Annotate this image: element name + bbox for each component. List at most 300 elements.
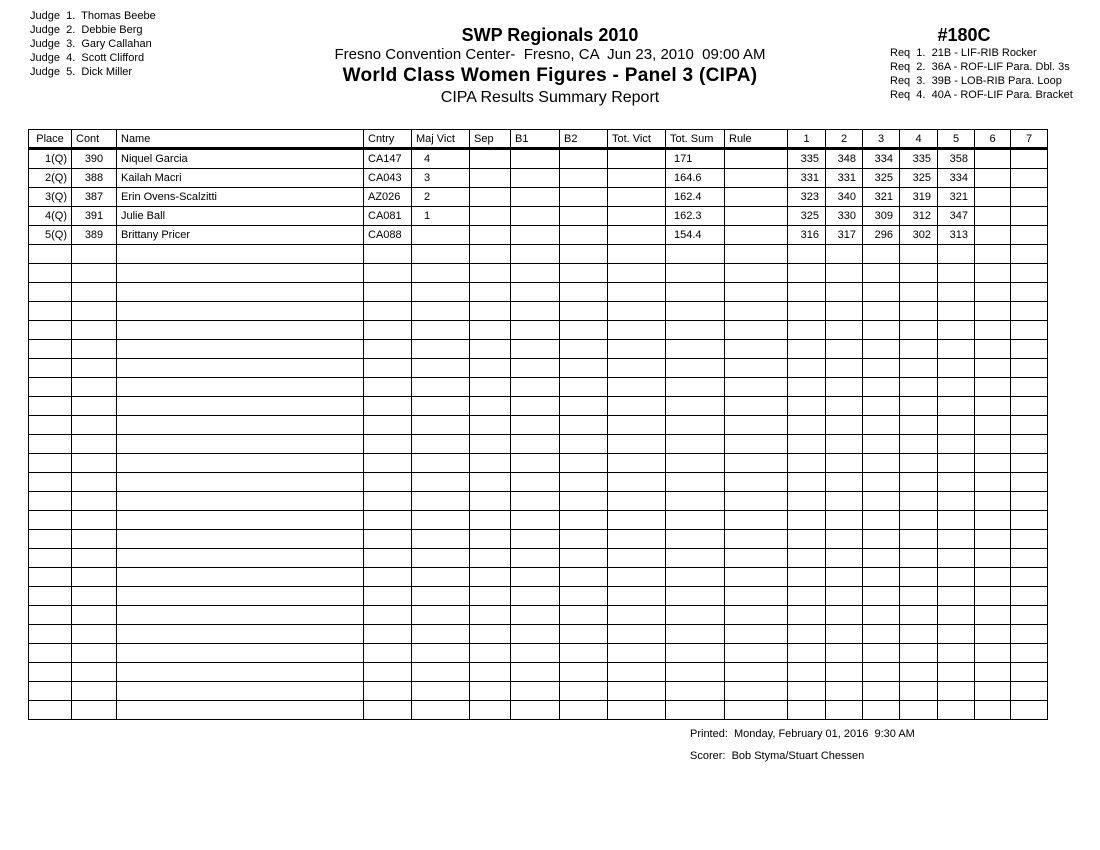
empty-cell	[975, 701, 1011, 720]
empty-cell	[666, 625, 725, 644]
empty-cell	[608, 701, 666, 720]
empty-cell	[863, 549, 900, 568]
empty-cell	[900, 663, 938, 682]
empty-cell	[1011, 454, 1048, 473]
empty-cell	[826, 340, 863, 359]
cell-b1	[511, 149, 560, 169]
cell-maj-vict: 2	[412, 188, 470, 207]
column-header: Sep	[470, 130, 511, 149]
empty-cell	[470, 530, 511, 549]
empty-cell	[900, 644, 938, 663]
empty-cell	[511, 245, 560, 264]
empty-cell	[117, 530, 364, 549]
empty-cell	[1011, 606, 1048, 625]
empty-cell	[863, 587, 900, 606]
empty-cell	[470, 454, 511, 473]
cell-maj-vict: 3	[412, 169, 470, 188]
empty-cell	[29, 625, 72, 644]
event-info	[890, 24, 1073, 102]
empty-cell	[412, 511, 470, 530]
empty-cell	[826, 587, 863, 606]
empty-cell	[364, 321, 412, 340]
empty-cell	[788, 568, 826, 587]
empty-cell	[412, 701, 470, 720]
empty-cell	[900, 416, 938, 435]
empty-cell	[29, 435, 72, 454]
empty-cell	[470, 549, 511, 568]
column-header: 5	[938, 130, 975, 149]
empty-cell	[412, 663, 470, 682]
cell-3: 309	[863, 207, 900, 226]
cell-b2	[560, 188, 608, 207]
empty-cell	[470, 625, 511, 644]
empty-cell	[29, 568, 72, 587]
cell-6	[975, 188, 1011, 207]
competition-title: SWP Regionals 2010	[461, 25, 639, 45]
cell-place: 3(Q)	[29, 188, 72, 207]
empty-cell	[72, 492, 117, 511]
empty-cell	[826, 435, 863, 454]
column-header: Cntry	[364, 130, 412, 149]
empty-cell	[863, 701, 900, 720]
empty-cell	[412, 644, 470, 663]
cell-rule	[725, 169, 788, 188]
empty-cell	[938, 473, 975, 492]
empty-cell	[608, 302, 666, 321]
empty-cell	[900, 511, 938, 530]
empty-cell	[117, 435, 364, 454]
empty-cell	[826, 549, 863, 568]
empty-cell	[826, 568, 863, 587]
empty-cell	[412, 264, 470, 283]
empty-cell	[1011, 397, 1048, 416]
cell-1: 331	[788, 169, 826, 188]
empty-cell	[560, 359, 608, 378]
empty-row	[29, 416, 1048, 435]
empty-cell	[29, 416, 72, 435]
cell-3: 296	[863, 226, 900, 245]
empty-cell	[788, 530, 826, 549]
empty-cell	[117, 663, 364, 682]
empty-cell	[666, 682, 725, 701]
report-header	[250, 24, 850, 108]
empty-cell	[863, 644, 900, 663]
empty-cell	[863, 473, 900, 492]
event-number: #180C	[937, 25, 991, 45]
cell-3: 321	[863, 188, 900, 207]
empty-cell	[608, 663, 666, 682]
empty-row	[29, 264, 1048, 283]
empty-cell	[826, 321, 863, 340]
empty-cell	[560, 701, 608, 720]
empty-cell	[863, 682, 900, 701]
cell-maj-vict	[412, 226, 470, 245]
empty-cell	[117, 245, 364, 264]
empty-cell	[560, 682, 608, 701]
cell-6	[975, 226, 1011, 245]
empty-cell	[666, 264, 725, 283]
empty-cell	[511, 435, 560, 454]
empty-cell	[29, 340, 72, 359]
empty-cell	[364, 568, 412, 587]
empty-cell	[29, 378, 72, 397]
empty-cell	[975, 682, 1011, 701]
cell-3: 334	[863, 149, 900, 169]
judge-1: Judge 1. Thomas Beebe	[30, 10, 156, 22]
empty-cell	[511, 682, 560, 701]
empty-cell	[666, 473, 725, 492]
empty-cell	[470, 302, 511, 321]
empty-cell	[788, 397, 826, 416]
empty-cell	[72, 663, 117, 682]
empty-cell	[938, 492, 975, 511]
empty-cell	[72, 682, 117, 701]
cell-7	[1011, 207, 1048, 226]
empty-cell	[117, 625, 364, 644]
empty-cell	[117, 264, 364, 283]
empty-cell	[788, 663, 826, 682]
empty-cell	[975, 473, 1011, 492]
empty-row	[29, 397, 1048, 416]
column-header: 3	[863, 130, 900, 149]
empty-cell	[511, 492, 560, 511]
empty-cell	[863, 416, 900, 435]
empty-cell	[900, 473, 938, 492]
empty-cell	[608, 682, 666, 701]
empty-cell	[511, 549, 560, 568]
empty-cell	[470, 701, 511, 720]
empty-cell	[29, 473, 72, 492]
table-row	[29, 149, 1048, 169]
empty-cell	[900, 530, 938, 549]
empty-cell	[788, 245, 826, 264]
empty-cell	[560, 644, 608, 663]
empty-cell	[117, 701, 364, 720]
empty-cell	[975, 245, 1011, 264]
empty-cell	[788, 416, 826, 435]
empty-cell	[117, 568, 364, 587]
requirement-4: Req 4. 40A - ROF-LIF Para. Bracket	[890, 89, 1073, 101]
cell-tot-vict	[608, 226, 666, 245]
empty-cell	[863, 378, 900, 397]
empty-cell	[608, 454, 666, 473]
column-header: Maj Vict	[412, 130, 470, 149]
cell-6	[975, 207, 1011, 226]
empty-cell	[511, 416, 560, 435]
empty-cell	[364, 397, 412, 416]
empty-row	[29, 701, 1048, 720]
empty-cell	[826, 492, 863, 511]
empty-cell	[412, 435, 470, 454]
empty-cell	[72, 359, 117, 378]
cell-cntry: CA043	[364, 169, 412, 188]
empty-cell	[364, 359, 412, 378]
empty-cell	[364, 283, 412, 302]
empty-cell	[117, 587, 364, 606]
cell-cntry: CA147	[364, 149, 412, 169]
empty-cell	[975, 530, 1011, 549]
empty-cell	[863, 606, 900, 625]
cell-5: 321	[938, 188, 975, 207]
empty-cell	[117, 397, 364, 416]
empty-cell	[725, 397, 788, 416]
empty-cell	[725, 435, 788, 454]
empty-cell	[863, 340, 900, 359]
empty-cell	[470, 473, 511, 492]
empty-cell	[470, 359, 511, 378]
empty-cell	[364, 511, 412, 530]
empty-cell	[470, 378, 511, 397]
empty-cell	[364, 492, 412, 511]
empty-row	[29, 340, 1048, 359]
empty-cell	[666, 549, 725, 568]
empty-cell	[608, 340, 666, 359]
empty-cell	[666, 568, 725, 587]
empty-cell	[608, 245, 666, 264]
cell-7	[1011, 188, 1048, 207]
empty-cell	[666, 416, 725, 435]
empty-cell	[666, 435, 725, 454]
printed-date: Printed: Monday, February 01, 2016 9:30 AM	[690, 728, 915, 740]
empty-cell	[788, 625, 826, 644]
empty-cell	[788, 321, 826, 340]
empty-cell	[666, 663, 725, 682]
cell-2: 340	[826, 188, 863, 207]
empty-cell	[560, 264, 608, 283]
empty-cell	[900, 340, 938, 359]
empty-cell	[863, 302, 900, 321]
empty-cell	[29, 264, 72, 283]
empty-cell	[863, 321, 900, 340]
cell-b1	[511, 188, 560, 207]
empty-cell	[470, 587, 511, 606]
empty-cell	[29, 606, 72, 625]
column-header: B2	[560, 130, 608, 149]
empty-cell	[117, 302, 364, 321]
empty-row	[29, 473, 1048, 492]
cell-sep	[470, 169, 511, 188]
cell-name: Niquel Garcia	[117, 149, 364, 169]
column-header: Place	[29, 130, 72, 149]
empty-cell	[412, 397, 470, 416]
empty-cell	[412, 321, 470, 340]
empty-cell	[511, 568, 560, 587]
empty-cell	[938, 530, 975, 549]
empty-cell	[788, 378, 826, 397]
empty-cell	[72, 283, 117, 302]
empty-row	[29, 644, 1048, 663]
cell-rule	[725, 188, 788, 207]
empty-cell	[72, 568, 117, 587]
empty-cell	[725, 511, 788, 530]
empty-cell	[72, 530, 117, 549]
column-header: Tot. Vict	[608, 130, 666, 149]
table-row	[29, 188, 1048, 207]
empty-cell	[788, 264, 826, 283]
empty-cell	[938, 701, 975, 720]
empty-cell	[560, 302, 608, 321]
empty-cell	[1011, 492, 1048, 511]
empty-cell	[725, 682, 788, 701]
empty-cell	[826, 264, 863, 283]
cell-tot-sum: 154.4	[666, 226, 725, 245]
empty-cell	[511, 625, 560, 644]
empty-cell	[863, 454, 900, 473]
empty-cell	[863, 663, 900, 682]
empty-cell	[725, 454, 788, 473]
empty-cell	[608, 264, 666, 283]
empty-cell	[938, 378, 975, 397]
empty-cell	[900, 435, 938, 454]
report-title: CIPA Results Summary Report	[440, 89, 660, 106]
empty-cell	[29, 587, 72, 606]
empty-cell	[863, 435, 900, 454]
empty-cell	[900, 454, 938, 473]
empty-cell	[412, 283, 470, 302]
empty-cell	[412, 492, 470, 511]
empty-cell	[863, 530, 900, 549]
empty-cell	[412, 302, 470, 321]
empty-cell	[560, 549, 608, 568]
cell-tot-sum: 164.6	[666, 169, 725, 188]
empty-cell	[938, 264, 975, 283]
empty-cell	[117, 511, 364, 530]
empty-cell	[117, 340, 364, 359]
empty-cell	[511, 473, 560, 492]
empty-cell	[560, 378, 608, 397]
empty-cell	[725, 492, 788, 511]
empty-cell	[666, 378, 725, 397]
empty-cell	[1011, 378, 1048, 397]
judge-3: Judge 3. Gary Callahan	[30, 38, 152, 50]
empty-cell	[29, 492, 72, 511]
cell-2: 317	[826, 226, 863, 245]
empty-cell	[1011, 587, 1048, 606]
empty-cell	[1011, 416, 1048, 435]
empty-cell	[666, 321, 725, 340]
empty-cell	[1011, 321, 1048, 340]
empty-cell	[511, 606, 560, 625]
empty-row	[29, 587, 1048, 606]
empty-cell	[975, 587, 1011, 606]
empty-cell	[900, 359, 938, 378]
empty-cell	[364, 587, 412, 606]
empty-cell	[938, 644, 975, 663]
empty-cell	[725, 378, 788, 397]
empty-cell	[788, 644, 826, 663]
empty-cell	[29, 245, 72, 264]
empty-row	[29, 245, 1048, 264]
empty-cell	[938, 568, 975, 587]
empty-cell	[412, 454, 470, 473]
cell-5: 347	[938, 207, 975, 226]
requirement-2: Req 2. 36A - ROF-LIF Para. Dbl. 3s	[890, 61, 1070, 73]
empty-cell	[725, 264, 788, 283]
empty-cell	[117, 473, 364, 492]
empty-cell	[117, 682, 364, 701]
cell-b2	[560, 149, 608, 169]
empty-cell	[975, 644, 1011, 663]
empty-cell	[826, 663, 863, 682]
cell-1: 323	[788, 188, 826, 207]
empty-cell	[117, 378, 364, 397]
empty-cell	[826, 682, 863, 701]
empty-cell	[788, 701, 826, 720]
empty-row	[29, 606, 1048, 625]
empty-cell	[412, 359, 470, 378]
empty-cell	[1011, 701, 1048, 720]
empty-cell	[1011, 302, 1048, 321]
empty-cell	[900, 606, 938, 625]
empty-cell	[470, 606, 511, 625]
empty-cell	[938, 340, 975, 359]
cell-1: 335	[788, 149, 826, 169]
empty-cell	[470, 644, 511, 663]
cell-sep	[470, 188, 511, 207]
empty-cell	[608, 549, 666, 568]
empty-cell	[725, 701, 788, 720]
empty-cell	[364, 530, 412, 549]
empty-cell	[412, 625, 470, 644]
empty-cell	[975, 283, 1011, 302]
table-body	[29, 149, 1048, 720]
empty-cell	[560, 568, 608, 587]
cell-tot-sum: 171	[666, 149, 725, 169]
empty-cell	[364, 340, 412, 359]
cell-7	[1011, 149, 1048, 169]
empty-cell	[29, 549, 72, 568]
empty-cell	[117, 549, 364, 568]
empty-cell	[72, 625, 117, 644]
empty-cell	[938, 302, 975, 321]
empty-cell	[900, 625, 938, 644]
event-title: World Class Women Figures - Panel 3 (CIPA)	[342, 65, 758, 86]
empty-cell	[666, 340, 725, 359]
empty-cell	[72, 416, 117, 435]
empty-cell	[608, 378, 666, 397]
empty-cell	[412, 530, 470, 549]
empty-cell	[608, 606, 666, 625]
empty-row	[29, 682, 1048, 701]
empty-cell	[72, 549, 117, 568]
empty-cell	[470, 397, 511, 416]
column-header: 1	[788, 130, 826, 149]
cell-rule	[725, 149, 788, 169]
empty-cell	[666, 587, 725, 606]
empty-cell	[560, 587, 608, 606]
empty-row	[29, 302, 1048, 321]
empty-cell	[938, 549, 975, 568]
empty-cell	[72, 473, 117, 492]
empty-cell	[511, 530, 560, 549]
empty-cell	[511, 511, 560, 530]
cell-4: 302	[900, 226, 938, 245]
empty-cell	[725, 625, 788, 644]
empty-cell	[938, 416, 975, 435]
empty-cell	[1011, 568, 1048, 587]
empty-cell	[560, 245, 608, 264]
cell-2: 331	[826, 169, 863, 188]
empty-cell	[412, 416, 470, 435]
empty-cell	[560, 283, 608, 302]
results-table	[28, 129, 1048, 720]
cell-cont: 390	[72, 149, 117, 169]
table-row	[29, 169, 1048, 188]
empty-cell	[511, 644, 560, 663]
empty-cell	[725, 587, 788, 606]
empty-cell	[788, 283, 826, 302]
empty-cell	[511, 283, 560, 302]
